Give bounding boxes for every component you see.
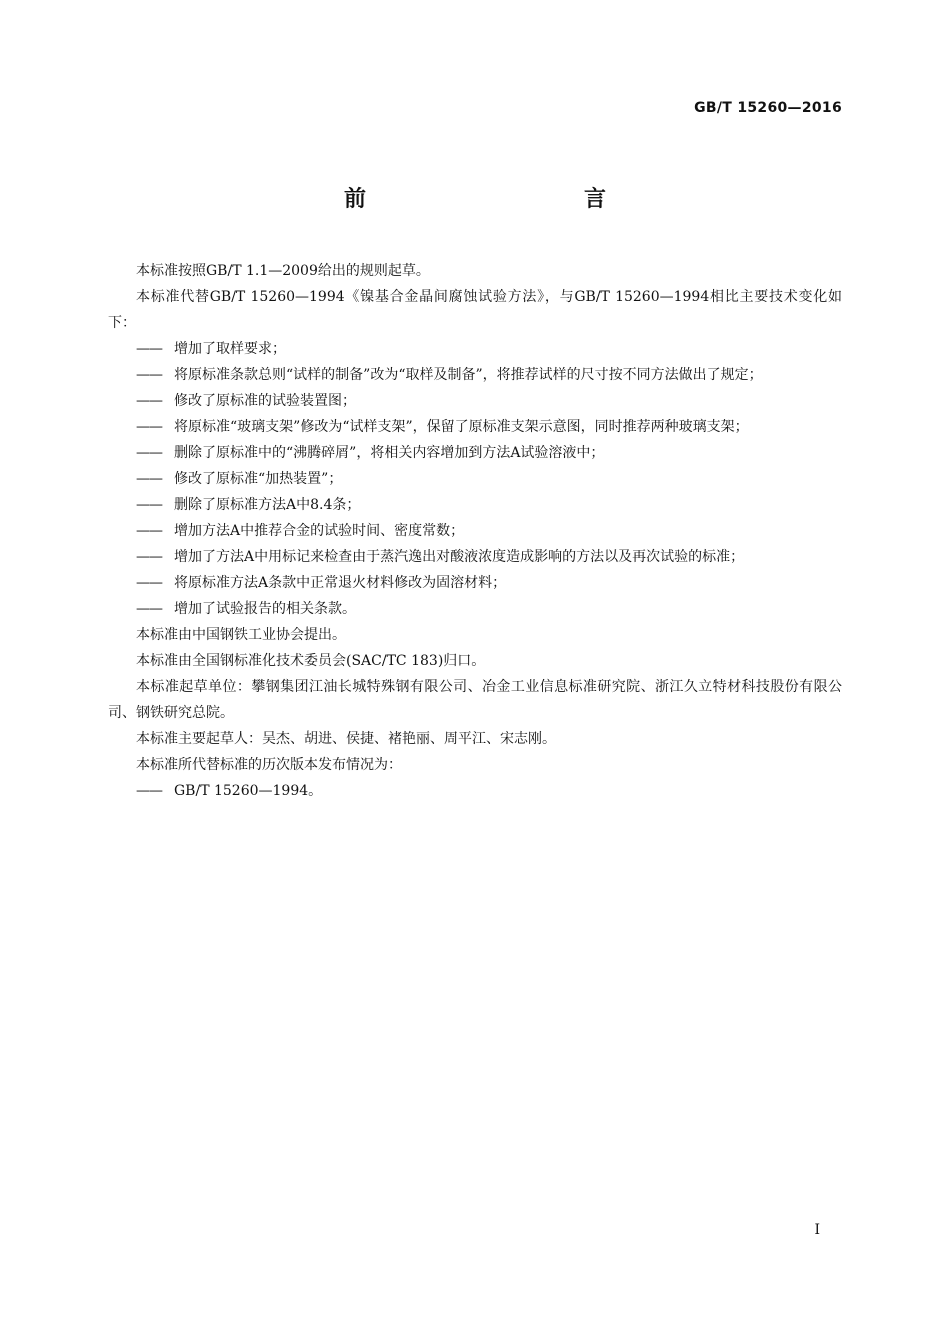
list-item <box>108 570 842 596</box>
list-item <box>108 440 842 466</box>
changes-list <box>108 336 842 622</box>
list-item-text: 删除了原标准方法A中8.4条； <box>174 497 361 513</box>
paragraph-committee: 本标准由全国钢标准化技术委员会(SAC/TC 183)归口。 <box>136 653 486 669</box>
dash-mark: —— <box>136 341 162 357</box>
list-item-text: 将原标准条款总则“试样的制备”改为“取样及制备”，将推荐试样的尺寸按不同方法做出了规定； <box>174 367 763 383</box>
paragraph-replacement: 本标准代替GB/T 15260—1994《镍基合金晶间腐蚀试验方法》，与GB/T 15260—1994相比主要技术变化如下： <box>108 289 842 331</box>
page-title: 前 言 <box>343 187 664 212</box>
history-list <box>108 778 842 804</box>
list-item <box>108 336 842 362</box>
dash-mark: —— <box>136 367 162 383</box>
document-body <box>108 258 842 804</box>
list-item <box>108 492 842 518</box>
dash-mark: —— <box>136 575 162 591</box>
list-item-text: 修改了原标准“加热装置”； <box>174 471 343 487</box>
list-item <box>108 362 842 388</box>
list-item-text: 增加方法A中推荐合金的试验时间、密度常数； <box>174 523 465 539</box>
dash-mark: —— <box>136 419 162 435</box>
list-item-text: 将原标准方法A条款中正常退火材料修改为固溶材料； <box>174 575 507 591</box>
paragraph-drafting-rule: 本标准按照GB/T 1.1—2009给出的规则起草。 <box>136 263 430 279</box>
dash-mark: —— <box>136 393 162 409</box>
dash-mark: —— <box>136 523 162 539</box>
dash-mark: —— <box>136 783 162 799</box>
list-item <box>108 596 842 622</box>
list-item-text: 增加了方法A中用标记来检查由于蒸汽逸出对酸液浓度造成影响的方法以及再次试验的标准； <box>174 549 745 565</box>
standard-code: GB/T 15260—2016 <box>694 100 842 116</box>
list-item-text: 增加了试验报告的相关条款。 <box>174 601 356 617</box>
dash-mark: —— <box>136 549 162 565</box>
list-item <box>108 388 842 414</box>
list-item-text: GB/T 15260—1994。 <box>174 783 323 799</box>
dash-mark: —— <box>136 471 162 487</box>
list-item-text: 删除了原标准中的“沸腾碎屑”，将相关内容增加到方法A试验溶液中； <box>174 445 605 461</box>
dash-mark: —— <box>136 445 162 461</box>
page-number: I <box>814 1222 820 1238</box>
list-item-text: 修改了原标准的试验装置图； <box>174 393 356 409</box>
paragraph-proposer: 本标准由中国钢铁工业协会提出。 <box>136 627 346 643</box>
list-item-text: 将原标准“玻璃支架”修改为“试样支架”，保留了原标准支架示意图，同时推荐两种玻璃支架； <box>174 419 749 435</box>
paragraph-drafters: 本标准主要起草人：吴杰、胡进、侯捷、褚艳丽、周平江、宋志刚。 <box>136 731 556 747</box>
list-item <box>108 778 842 804</box>
list-item <box>108 414 842 440</box>
dash-mark: —— <box>136 497 162 513</box>
list-item <box>108 518 842 544</box>
dash-mark: —— <box>136 601 162 617</box>
list-item <box>108 466 842 492</box>
paragraph-history-intro: 本标准所代替标准的历次版本发布情况为： <box>136 757 402 773</box>
list-item-text: 增加了取样要求； <box>174 341 286 357</box>
list-item <box>108 544 842 570</box>
paragraph-drafting-units: 本标准起草单位：攀钢集团江油长城特殊钢有限公司、冶金工业信息标准研究院、浙江久立特材科技股份有限公司、钢铁研究总院。 <box>108 679 842 721</box>
